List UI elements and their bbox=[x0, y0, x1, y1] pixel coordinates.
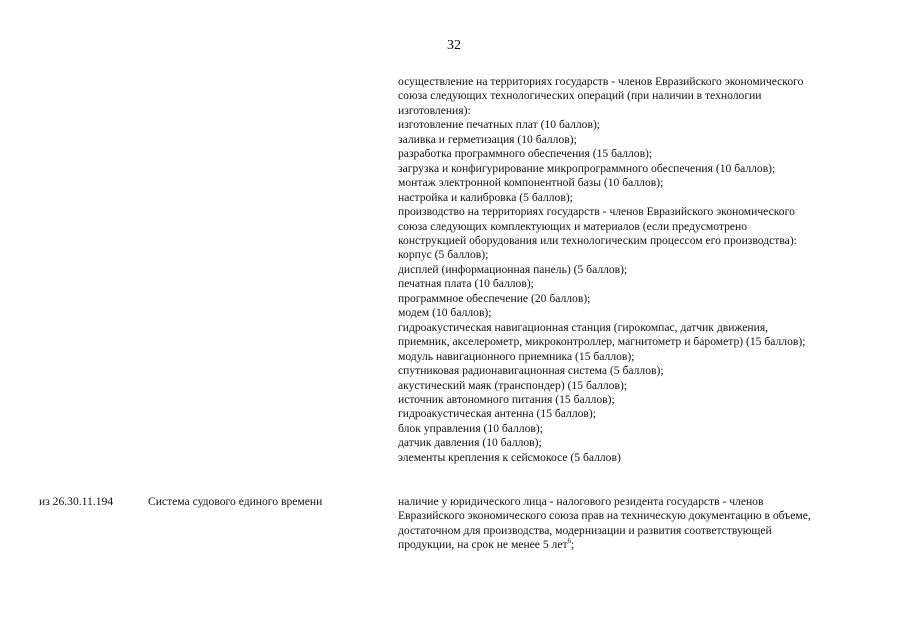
requirement-line: достаточном для производства, модернизации и развития соответствующей bbox=[398, 523, 772, 537]
requirement-line: программное обеспечение (20 баллов); bbox=[398, 291, 591, 305]
requirement-line: модем (10 баллов); bbox=[398, 306, 492, 320]
requirement-line: изготовления): bbox=[398, 103, 471, 117]
requirement-line: приемник, акселерометр, микроконтроллер, магнитометр и барометр) (15 баллов); bbox=[398, 335, 806, 349]
product-code: из 26.30.11.194 bbox=[39, 495, 114, 508]
requirement-line: наличие у юридического лица - налогового резидента государств - членов bbox=[398, 495, 764, 508]
requirement-line: датчик давления (10 баллов); bbox=[398, 436, 542, 450]
requirement-line: гидроакустическая антенна (15 баллов); bbox=[398, 407, 596, 421]
requirement-line: осуществление на территориях государств - членов Евразийского экономического bbox=[398, 75, 804, 88]
requirement-line: дисплей (информационная панель) (5 баллов); bbox=[398, 262, 628, 276]
footnote-marker: 6 bbox=[567, 537, 572, 546]
requirement-line-last bbox=[398, 538, 811, 552]
requirement-line: союза следующих комплектующих и материалов (если предусмотрено bbox=[398, 219, 748, 233]
requirement-line: акустический маяк (транспондер) (15 баллов); bbox=[398, 378, 628, 392]
requirement-line: загрузка и конфигурирование микропрограммного обеспечения (10 баллов); bbox=[398, 161, 776, 175]
requirement-line: корпус (5 баллов); bbox=[398, 248, 489, 262]
requirement-text: продукции, на срок не менее 5 лет bbox=[398, 538, 568, 552]
requirement-line: блок управления (10 баллов); bbox=[398, 421, 543, 435]
requirement-line: союза следующих технологических операций (при наличии в технологии bbox=[398, 89, 762, 103]
requirement-line: печатная плата (10 баллов); bbox=[398, 277, 534, 291]
requirement-line: модуль навигационного приемника (15 баллов); bbox=[398, 349, 635, 363]
requirement-line: производство на территориях государств - членов Евразийского экономического bbox=[398, 205, 795, 219]
page-number: 32 bbox=[447, 38, 461, 53]
requirement-line: заливка и герметизация (10 баллов); bbox=[398, 132, 577, 146]
requirement-line: монтаж электронной компонентной базы (10 баллов); bbox=[398, 176, 664, 190]
requirement-line: настройка и калибровка (5 баллов); bbox=[398, 190, 573, 204]
requirement-line: спутниковая радионавигационная система (5 баллов); bbox=[398, 364, 664, 378]
product-name: Система судового единого времени bbox=[148, 495, 323, 508]
requirement-line: элементы крепления к сейсмокосе (5 баллов) bbox=[398, 450, 621, 464]
requirement-line: конструкцией оборудования или технологическим процессом его производства): bbox=[398, 233, 797, 247]
requirements-block bbox=[398, 495, 811, 553]
requirement-line: гидроакустическая навигационная станция (гирокомпас, датчик движения, bbox=[398, 320, 769, 334]
requirements-block bbox=[398, 75, 805, 465]
requirement-punctuation: ; bbox=[571, 538, 575, 552]
requirement-line: изготовление печатных плат (10 баллов); bbox=[398, 118, 601, 132]
requirement-line: источник автономного питания (15 баллов); bbox=[398, 392, 615, 406]
requirement-line: Евразийского экономического союза прав на техническую документацию в объеме, bbox=[398, 509, 811, 523]
requirement-line: разработка программного обеспечения (15 баллов); bbox=[398, 147, 653, 161]
